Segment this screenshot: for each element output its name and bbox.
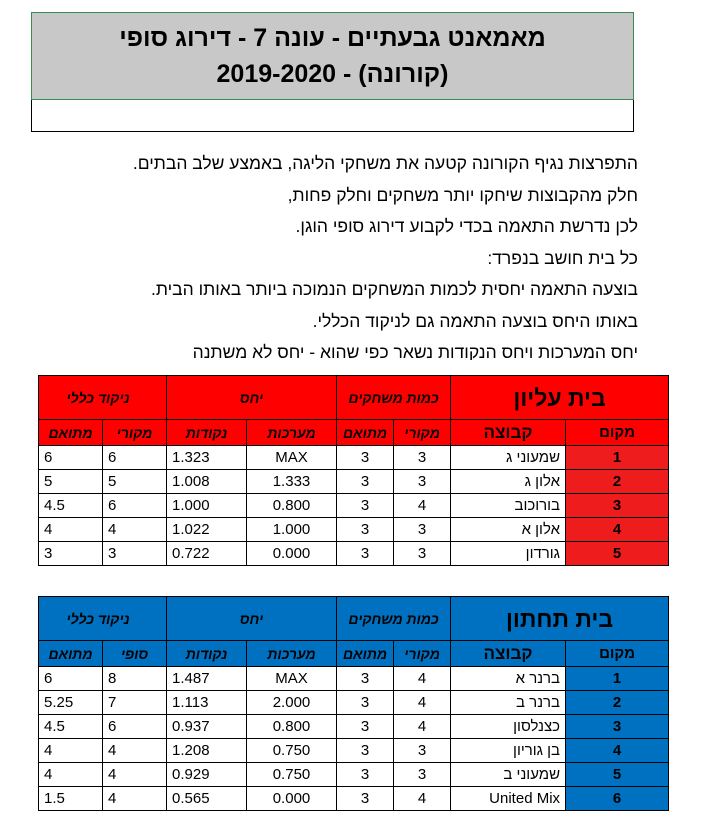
- original-total-cell: 3: [103, 542, 167, 566]
- upper-col-adjusted-total: מתואם: [39, 420, 103, 446]
- original-total-cell: 6: [103, 494, 167, 518]
- original-games-cell: 4: [394, 667, 451, 691]
- lower-col-sets: מערכות: [247, 641, 337, 667]
- original-games-cell: 3: [394, 542, 451, 566]
- place-cell: 3: [566, 715, 669, 739]
- original-games-cell: 3: [394, 518, 451, 542]
- note-line: באותו היחס בוצעה התאמה גם לניקוד הכללי.: [312, 310, 638, 331]
- points-ratio-cell: 0.929: [167, 763, 247, 787]
- title-line-1: מאמאנט גבעתיים - עונה 7 - דירוג סופי: [119, 24, 546, 52]
- lower-house-table: [38, 596, 669, 811]
- lower-total-points-header: ניקוד כללי: [39, 597, 167, 641]
- lower-col-team: קבוצה: [451, 641, 566, 667]
- final-total-cell: 7: [103, 691, 167, 715]
- team-cell: ברנר ב: [451, 691, 566, 715]
- adjusted-games-cell: 3: [337, 446, 394, 470]
- original-games-cell: 4: [394, 494, 451, 518]
- points-ratio-cell: 0.565: [167, 787, 247, 811]
- note-line: לכן נדרשת התאמה בכדי לקבוע דירוג סופי הוגן.: [295, 216, 638, 236]
- adjusted-total-cell: 3: [39, 542, 103, 566]
- team-cell: אלון א: [451, 518, 566, 542]
- place-cell: 4: [566, 739, 669, 763]
- adjusted-games-cell: 3: [337, 494, 394, 518]
- points-ratio-cell: 1.000: [167, 494, 247, 518]
- sets-ratio-cell: 0.750: [247, 739, 337, 763]
- title-line-2: (קורונה) - 2019-2020: [216, 60, 449, 88]
- adjusted-games-cell: 3: [337, 691, 394, 715]
- sets-ratio-cell: MAX: [247, 667, 337, 691]
- adjusted-total-cell: 5: [39, 470, 103, 494]
- note-line: חלק מהקבוצות שיחקו יותר משחקים וחלק פחות,: [287, 184, 638, 205]
- place-cell: 1: [566, 667, 669, 691]
- table-row: [39, 763, 669, 787]
- place-cell: 6: [566, 787, 669, 811]
- adjusted-total-cell: 5.25: [39, 691, 103, 715]
- lower-ratio-header: יחס: [167, 597, 337, 641]
- place-cell: 2: [566, 470, 669, 494]
- table-row: [39, 542, 669, 566]
- sets-ratio-cell: 0.800: [247, 494, 337, 518]
- upper-col-place: מקום: [566, 420, 669, 446]
- original-games-cell: 3: [394, 739, 451, 763]
- upper-total-points-header: ניקוד כללי: [39, 376, 167, 420]
- adjusted-total-cell: 6: [39, 446, 103, 470]
- table-row: [39, 667, 669, 691]
- team-cell: בן גוריון: [451, 739, 566, 763]
- upper-house-name: בית עליון: [451, 376, 669, 420]
- sets-ratio-cell: 1.000: [247, 518, 337, 542]
- place-cell: 5: [566, 542, 669, 566]
- lower-col-place: מקום: [566, 641, 669, 667]
- final-total-cell: 6: [103, 715, 167, 739]
- points-ratio-cell: 1.323: [167, 446, 247, 470]
- note-line: בוצעה התאמה יחסית לכמות המשחקים הנמוכה ביותר באותו הבית.: [151, 279, 638, 299]
- title-box: [31, 12, 634, 100]
- sets-ratio-cell: 0.800: [247, 715, 337, 739]
- lower-col-adjusted-total: מתואם: [39, 641, 103, 667]
- final-total-cell: 4: [103, 739, 167, 763]
- adjusted-games-cell: 3: [337, 470, 394, 494]
- original-games-cell: 3: [394, 763, 451, 787]
- points-ratio-cell: 1.487: [167, 667, 247, 691]
- note-line: התפרצות נגיף הקורונה קטעה את משחקי הליגה, באמצע שלב הבתים.: [132, 153, 638, 173]
- lower-col-points: נקודות: [167, 641, 247, 667]
- adjusted-games-cell: 3: [337, 518, 394, 542]
- adjusted-games-cell: 3: [337, 763, 394, 787]
- team-cell: גורדון: [451, 542, 566, 566]
- points-ratio-cell: 1.022: [167, 518, 247, 542]
- place-cell: 5: [566, 763, 669, 787]
- final-total-cell: 4: [103, 787, 167, 811]
- original-total-cell: 5: [103, 470, 167, 494]
- team-cell: כצנלסון: [451, 715, 566, 739]
- lower-col-adjusted-games: מתואם: [337, 641, 394, 667]
- adjusted-games-cell: 3: [337, 739, 394, 763]
- original-games-cell: 4: [394, 715, 451, 739]
- upper-col-original-games: מקורי: [394, 420, 451, 446]
- title-empty-row: [31, 100, 634, 132]
- table-row: [39, 470, 669, 494]
- adjusted-games-cell: 3: [337, 667, 394, 691]
- table-row: [39, 518, 669, 542]
- sets-ratio-cell: 2.000: [247, 691, 337, 715]
- adjusted-total-cell: 4: [39, 739, 103, 763]
- upper-col-sets: מערכות: [247, 420, 337, 446]
- adjusted-total-cell: 1.5: [39, 787, 103, 811]
- explanation-notes: [36, 148, 638, 360]
- adjusted-total-cell: 4.5: [39, 494, 103, 518]
- adjusted-total-cell: 4: [39, 763, 103, 787]
- lower-col-original-total: סופי: [103, 641, 167, 667]
- upper-house-table: [38, 375, 669, 566]
- sets-ratio-cell: 0.000: [247, 787, 337, 811]
- table-row: [39, 787, 669, 811]
- upper-col-points: נקודות: [167, 420, 247, 446]
- original-games-cell: 4: [394, 691, 451, 715]
- sets-ratio-cell: 0.750: [247, 763, 337, 787]
- adjusted-games-cell: 3: [337, 787, 394, 811]
- team-cell: אלון ג: [451, 470, 566, 494]
- final-total-cell: 8: [103, 667, 167, 691]
- original-total-cell: 4: [103, 518, 167, 542]
- lower-col-original-games: מקורי: [394, 641, 451, 667]
- upper-col-original-total: מקורי: [103, 420, 167, 446]
- team-cell: United Mix: [451, 787, 566, 811]
- table-row: [39, 494, 669, 518]
- place-cell: 3: [566, 494, 669, 518]
- sets-ratio-cell: MAX: [247, 446, 337, 470]
- final-total-cell: 4: [103, 763, 167, 787]
- adjusted-games-cell: 3: [337, 715, 394, 739]
- lower-house-name: בית תחתון: [451, 597, 669, 641]
- adjusted-total-cell: 4: [39, 518, 103, 542]
- upper-ratio-header: יחס: [167, 376, 337, 420]
- adjusted-total-cell: 4.5: [39, 715, 103, 739]
- upper-col-adjusted-games: מתואם: [337, 420, 394, 446]
- points-ratio-cell: 1.208: [167, 739, 247, 763]
- place-cell: 2: [566, 691, 669, 715]
- note-line: כל בית חושב בנפרד:: [487, 247, 638, 268]
- table-row: [39, 715, 669, 739]
- team-cell: שמעוני ב: [451, 763, 566, 787]
- lower-games-count-header: כמות משחקים: [337, 597, 451, 641]
- place-cell: 1: [566, 446, 669, 470]
- original-games-cell: 3: [394, 446, 451, 470]
- team-cell: בורוכוב: [451, 494, 566, 518]
- place-cell: 4: [566, 518, 669, 542]
- points-ratio-cell: 1.113: [167, 691, 247, 715]
- team-cell: שמעוני ג: [451, 446, 566, 470]
- table-row: [39, 739, 669, 763]
- note-line: יחס המערכות ויחס הנקודות נשאר כפי שהוא - יחס לא משתנה: [192, 342, 638, 360]
- original-games-cell: 3: [394, 470, 451, 494]
- points-ratio-cell: 1.008: [167, 470, 247, 494]
- sets-ratio-cell: 0.000: [247, 542, 337, 566]
- sets-ratio-cell: 1.333: [247, 470, 337, 494]
- upper-col-team: קבוצה: [451, 420, 566, 446]
- original-total-cell: 6: [103, 446, 167, 470]
- original-games-cell: 4: [394, 787, 451, 811]
- team-cell: ברנר א: [451, 667, 566, 691]
- table-row: [39, 691, 669, 715]
- upper-games-count-header: כמות משחקים: [337, 376, 451, 420]
- points-ratio-cell: 0.722: [167, 542, 247, 566]
- table-row: [39, 446, 669, 470]
- adjusted-games-cell: 3: [337, 542, 394, 566]
- adjusted-total-cell: 6: [39, 667, 103, 691]
- points-ratio-cell: 0.937: [167, 715, 247, 739]
